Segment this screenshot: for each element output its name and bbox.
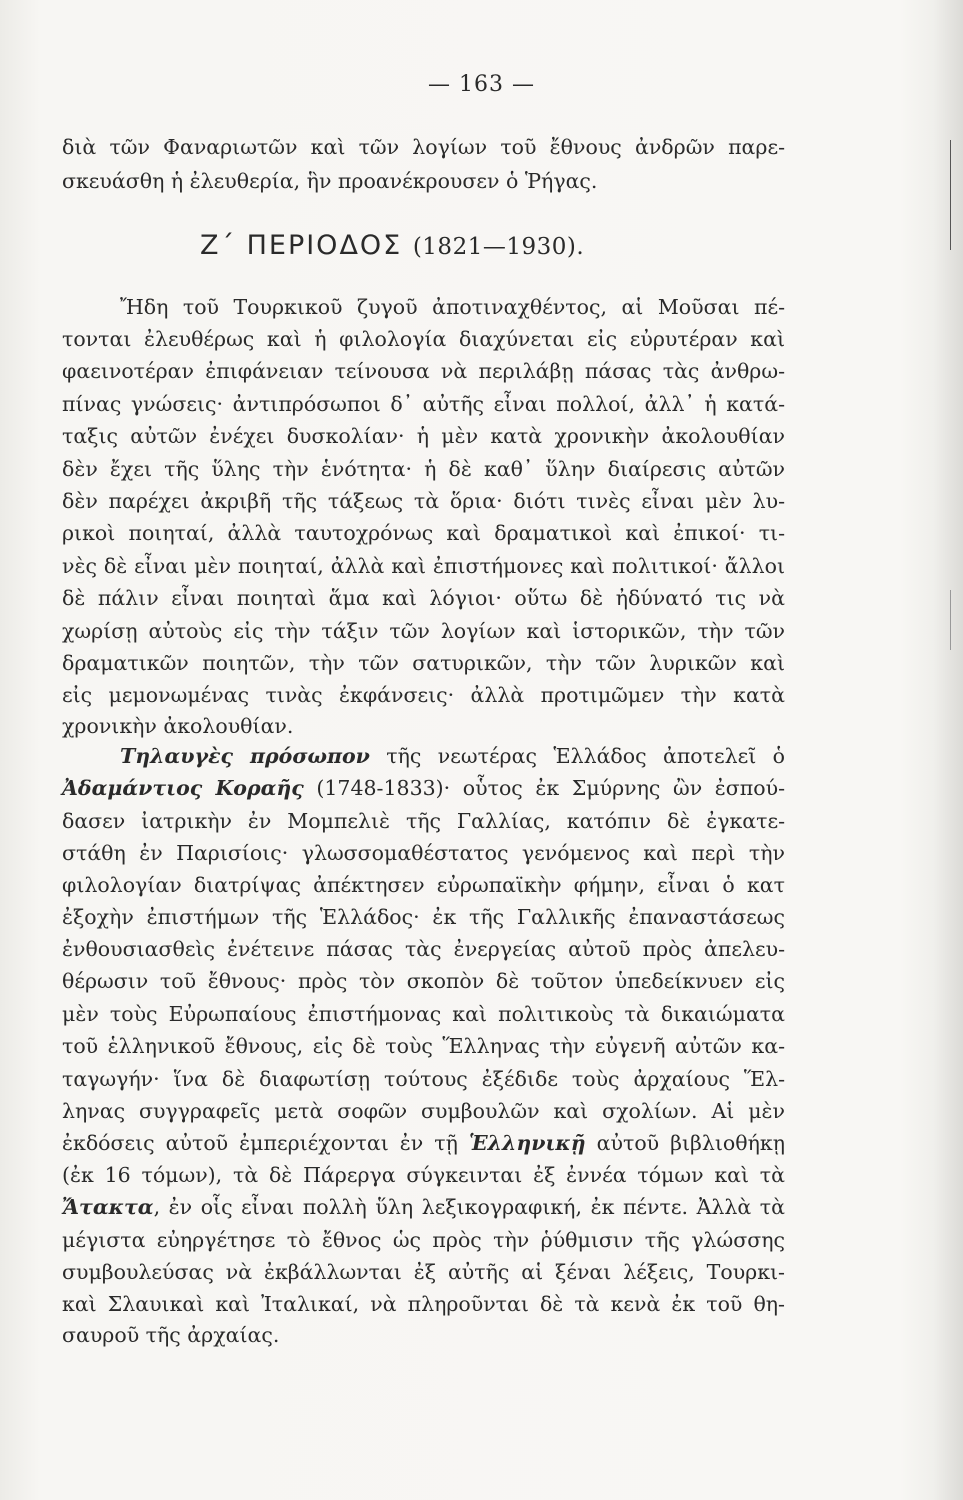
section-title: Ζ΄ ΠΕΡΙΟΔΟΣ (200, 230, 403, 261)
text-line: σαυροῦ τῆς ἀρχαίας. (62, 1323, 280, 1347)
text-span: αὐτοῦ βιβλιοθήκῃ (585, 1131, 785, 1155)
text-line: ληνας συγγραφεῖς μετὰ σοφῶν συμβουλῶν καὶ σχολίων. Αἱ μὲν (62, 1099, 785, 1123)
text-line: ταξις αὐτῶν ἐνέχει δυσκολίαν· ἡ μὲν κατὰ χρονικὴν ἀκολουθίαν (62, 424, 785, 448)
section-heading (200, 230, 584, 261)
emphasis-text: Ἀδαμάντιος Κοραῆς (62, 776, 304, 800)
text-line (62, 1128, 785, 1158)
page-edge-mark (950, 140, 951, 250)
text-line: πίνας γνώσεις· ἀντιπρόσωποι δ᾽ αὐτῆς εἶναι πολλοί, ἀλλ᾽ ἡ κατά- (62, 392, 785, 416)
text-line: διὰ τῶν Φαναριωτῶν καὶ τῶν λογίων τοῦ ἔθνους ἀνδρῶν παρε- (62, 135, 785, 159)
text-line: τοῦ ἑλληνικοῦ ἔθνους, εἰς δὲ τοὺς Ἕλληνας τὴν εὐγενῆ αὐτῶν κα- (62, 1034, 785, 1058)
text-line: στάθη ἐν Παρισίοις· γλωσσομαθέστατος γενόμενος καὶ περὶ τὴν (62, 841, 785, 865)
text-line: καὶ Σλαυικαὶ καὶ Ἰταλικαί, νὰ πληροῦνται δὲ τὰ κενὰ ἐκ τοῦ θη- (62, 1292, 785, 1316)
text-line: Ἤδη τοῦ Τουρκικοῦ ζυγοῦ ἀποτιναχθέντος, αἱ Μοῦσαι πέ- (120, 295, 785, 319)
text-line: ἐξοχὴν ἐπιστήμων τῆς Ἑλλάδος· ἐκ τῆς Γαλλικῆς ἐπαναστάσεως (62, 905, 785, 929)
text-line: μέγιστα εὐηργέτησε τὸ ἔθνος ὡς πρὸς τὴν ῥύθμισιν τῆς γλώσσης (62, 1228, 785, 1252)
text-line: δὲν παρέχει ἀκριβῆ τῆς τάξεως τὰ ὅρια· διότι τινὲς εἶναι μὲν λυ- (62, 489, 785, 513)
text-span: , ἐν οἷς εἶναι πολλὴ ὕλη λεξικογραφική, ἐκ πέντε. Ἀλλὰ τὰ (153, 1195, 785, 1219)
emphasis-text: Ἄτακτα (62, 1195, 154, 1219)
text-line: δὲν ἔχει τῆς ὕλης τὴν ἑνότητα· ἡ δὲ καθ᾽ ὕλην διαίρεσις αὐτῶν (62, 457, 785, 481)
text-span: ἐκδόσεις αὐτοῦ ἐμπεριέχονται ἐν τῇ (62, 1131, 469, 1155)
text-line: ταγωγήν· ἵνα δὲ διαφωτίσῃ τούτους ἐξέδιδε τοὺς ἀρχαίους Ἕλ- (62, 1067, 785, 1091)
text-line: θέρωσιν τοῦ ἔθνους· πρὸς τὸν σκοπὸν δὲ τοῦτον ὑπεδείκνυεν εἰς (62, 969, 785, 993)
page-number: — 163 — (428, 72, 535, 97)
page-edge-shadow (933, 0, 963, 1500)
text-span: τῆς νεωτέρας Ἑλλάδος ἀποτελεῖ ὁ (369, 744, 785, 768)
text-line: τονται ἐλευθέρως καὶ ἡ φιλολογία διαχύνεται εἰς εὐρυτέραν καὶ (62, 327, 785, 351)
text-line (62, 1192, 785, 1222)
text-line: δασεν ἰατρικὴν ἐν Μομπελιὲ τῆς Γαλλίας, κατόπιν δὲ ἐγκατε- (62, 809, 785, 833)
text-line: συμβουλεύσας νὰ ἐκβάλλωνται ἐξ αὐτῆς αἱ ξέναι λέξεις, Τουρκι- (62, 1260, 785, 1284)
text-line: δὲ πάλιν εἶναι ποιηταὶ ἅμα καὶ λόγιοι· οὕτω δὲ ἠδύνατό τις νὰ (62, 586, 785, 610)
text-span: (1748-1833)· οὗτος ἐκ Σμύρνης ὢν ἐσπού- (303, 776, 786, 800)
text-line: φαεινοτέραν ἐπιφάνειαν τείνουσα νὰ περιλάβῃ πάσας τὰς ἀνθρω- (62, 359, 785, 383)
text-line: χρονικὴν ἀκολουθίαν. (62, 714, 294, 738)
emphasis-text: Ἑλληνικῇ (468, 1131, 586, 1155)
text-line: (ἐκ 16 τόμων), τὰ δὲ Πάρεργα σύγκεινται ἐξ ἐννέα τόμων καὶ τὰ (62, 1163, 785, 1187)
text-line (62, 773, 785, 803)
text-line: ἐνθουσιασθεὶς ἐνέτεινε πάσας τὰς ἐνεργείας αὐτοῦ πρὸς ἀπελευ- (62, 937, 785, 961)
text-line: μὲν τοὺς Εὐρωπαίους ἐπιστήμονας καὶ πολιτικοὺς τὰ δικαιώματα (62, 1002, 785, 1026)
text-line: σκευάσθη ἡ ἐλευθερία, ἣν προανέκρουσεν ὁ Ῥήγας. (62, 169, 598, 193)
emphasis-text: Τηλαυγὲς πρόσωπον (120, 744, 370, 768)
page-edge-mark (950, 590, 951, 650)
text-line (120, 741, 785, 771)
text-line: νὲς δὲ εἶναι μὲν ποιηταί, ἀλλὰ καὶ ἐπιστήμονες καὶ πολιτικοί· ἄλλοι (62, 554, 785, 578)
text-line: χωρίσῃ αὐτοὺς εἰς τὴν τάξιν τῶν λογίων καὶ ἱστορικῶν, τὴν τῶν (62, 619, 785, 643)
text-line: εἰς μεμονωμένας τινὰς ἐκφάνσεις· ἀλλὰ προτιμῶμεν τὴν κατὰ (62, 683, 785, 707)
text-line: δραματικῶν ποιητῶν, τὴν τῶν σατυρικῶν, τὴν τῶν λυρικῶν καὶ (62, 651, 785, 675)
text-line: ρικοὶ ποιηταί, ἀλλὰ ταυτοχρόνως καὶ δραματικοὶ καὶ ἐπικοί· τι- (62, 521, 785, 545)
text-line: φιλολογίαν διατρίψας ἀπέκτησεν εὐρωπαϊκὴν φήμην, εἶναι ὁ κατ (62, 873, 785, 897)
section-years: (1821—1930). (412, 234, 585, 260)
